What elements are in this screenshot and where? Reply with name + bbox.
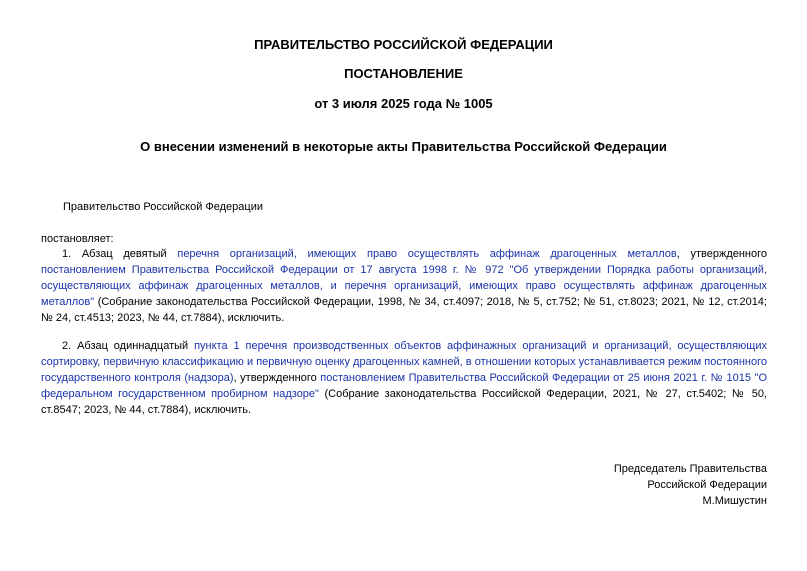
paragraph-2-mid: , утвержденного — [233, 372, 321, 384]
signatory-name: М.Мишустин — [702, 495, 767, 507]
paragraph-1-link-list[interactable]: перечня организаций, имеющих право осуществлять аффинаж драгоценных металлов — [177, 248, 677, 260]
document-title: О внесении изменений в некоторые акты Правительства Российской Федерации — [140, 139, 667, 154]
paragraph-1-tail: (Собрание законодательства Российской Федерации, 1998, № 34, ст.4097; 2018, № 5, ст.752; № 51, ст.8023; 2021, № 12, ст.2014; № 24, ст.4513; 2023, № 44, ст.7884), исключить. — [41, 296, 767, 324]
paragraph-2 — [41, 338, 767, 418]
issuer-line: Правительство Российской Федерации — [63, 201, 263, 213]
signatory-position-line-1: Председатель Правительства — [613, 463, 767, 475]
paragraph-2-link-resolution[interactable]: постановлением Правительства Российской Федерации от 25 июня 2021 г. № 1015 "О федеральном государственном пробирном надзоре" — [41, 372, 767, 400]
paragraph-2-link-list[interactable]: пункта 1 перечня производственных объектов аффинажных организаций и организаций, осуществляющих сортировку, первичную классификацию и первичную оценку драгоценных камней, в отношении которых устанавливается режим постоянного государственного контроля (надзора) — [41, 340, 767, 384]
paragraph-1-lead: 1. Абзац девятый — [62, 248, 178, 260]
paragraph-1-link-resolution[interactable]: постановлением Правительства Российской Федерации от 17 августа 1998 г. № 972 "Об утверждении Порядка работы организаций, осуществляющих аффинаж драгоценных металлов, и перечня организаций, имеющих право осуществлять аффинаж драгоценных металлов" — [41, 264, 767, 308]
paragraph-2-tail: (Собрание законодательства Российской Федерации, 2021, № 27, ст.5402; № 50, ст.8547; 2023, № 44, ст.7884), исключить. — [41, 388, 767, 416]
decrees-line: постановляет: — [41, 233, 114, 245]
paragraph-1 — [41, 246, 767, 326]
date-number-heading: от 3 июля 2025 года № 1005 — [314, 96, 493, 111]
paragraph-1-mid: , утвержденного — [676, 248, 768, 260]
signatory-position-line-2: Российской Федерации — [647, 479, 767, 491]
issuing-authority-heading: ПРАВИТЕЛЬСТВО РОССИЙСКОЙ ФЕДЕРАЦИИ — [254, 37, 553, 52]
document-type-heading: ПОСТАНОВЛЕНИЕ — [344, 66, 463, 81]
paragraph-2-lead: 2. Абзац одиннадцатый — [62, 340, 195, 352]
